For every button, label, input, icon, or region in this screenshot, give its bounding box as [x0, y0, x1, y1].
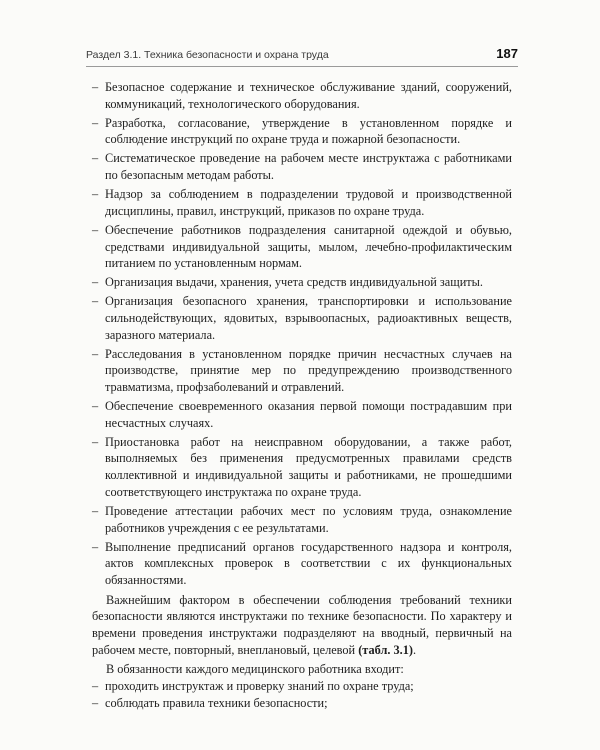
dash-marker: – — [92, 222, 99, 237]
dash-marker: – — [92, 695, 99, 710]
dash-marker: – — [92, 539, 99, 554]
body-text — [92, 79, 512, 712]
list-item — [92, 150, 512, 183]
list-item — [92, 186, 512, 219]
dash-marker: – — [92, 399, 99, 414]
paragraph-text: Важнейшим фактором в обеспечении соблюдения требований техники безопасности являются инструктажи по технике безопасности. По характеру и времени проведения инструктажи подразделяют на вводный, первичный на рабочем месте, повторный, внеплановый, целевой — [92, 592, 512, 657]
dash-marker: – — [92, 294, 99, 309]
running-header — [86, 48, 518, 67]
list-item — [92, 398, 512, 431]
list-item — [92, 434, 512, 501]
duties-list — [92, 678, 512, 711]
list-item — [92, 539, 512, 589]
table-reference: (табл. 3.1) — [358, 642, 413, 657]
list-item-text: Разработка, согласование, утверждение в установленном порядке и соблюдение инструкций по охране труда и пожарной безопасности. — [105, 115, 512, 147]
list-item — [92, 678, 512, 695]
list-item-text: Организация выдачи, хранения, учета средств индивидуальной защиты. — [105, 275, 483, 290]
list-item-text: Систематическое проведение на рабочем месте инструктажа с работниками по безопасным методам работы. — [105, 151, 512, 183]
list-item-text: Приостановка работ на неисправном оборудовании, а также работ, выполняемых без применения предусмотренных правилами средств коллективной и индивидуальной защиты и работниками, не прошедшими соответствующего инструктажа по охране труда. — [105, 434, 512, 499]
page-number: 187 — [496, 46, 518, 61]
dash-marker: – — [92, 80, 99, 94]
list-item-text: Надзор за соблюдением в подразделении трудовой и производственной дисциплины, правил, инструкций, приказов по охране труда. — [105, 187, 512, 218]
dash-marker: – — [92, 275, 99, 290]
list-item — [92, 293, 512, 343]
running-title: Раздел 3.1. Техника безопасности и охрана труда — [86, 49, 329, 61]
dash-marker: – — [92, 679, 99, 694]
list-item-text: Выполнение предписаний органов государственного надзора и контроля, актов комплексных проверок в соответствии с их функциональных обязанностями. — [105, 539, 512, 587]
dash-marker: – — [92, 503, 99, 518]
dash-marker: – — [92, 187, 99, 202]
list-item-text: Проведение аттестации рабочих мест по условиям труда, ознакомление работников учреждения с ее результатами. — [105, 503, 512, 535]
list-item-text: Организация безопасного хранения, транспортировки и использование сильнодействующих, ядовитых, взрывоопасных, радиоактивных веществ, заразного материала. — [105, 294, 512, 342]
duties-intro: В обязанности каждого медицинского работника входит: — [106, 662, 404, 677]
responsibilities-list — [92, 79, 512, 589]
list-item — [92, 695, 512, 712]
list-item — [92, 115, 512, 148]
list-item-text: Обеспечение работников подразделения санитарной одеждой и обувью, средствами индивидуальной защиты, мылом, лечебно-профилактическим питанием по установленным нормам. — [105, 222, 512, 271]
instruction-paragraph — [92, 592, 512, 659]
list-item-text: Расследования в установленном порядке причин несчастных случаев на производстве, принятие мер по предупреждению производственного травматизма, профзаболеваний и отравлений. — [105, 346, 512, 395]
dash-marker: – — [92, 151, 99, 166]
list-item — [92, 503, 512, 536]
list-item — [92, 222, 512, 272]
list-item-text: Безопасное содержание и техническое обслуживание зданий, сооружений, коммуникаций, технологического оборудования. — [105, 80, 512, 111]
list-item — [92, 346, 512, 396]
list-item — [92, 274, 512, 291]
list-item-text: проходить инструктаж и проверку знаний по охране труда; — [105, 679, 414, 694]
list-item — [92, 79, 512, 112]
dash-marker: – — [92, 434, 99, 449]
paragraph-end: . — [413, 642, 417, 657]
dash-marker: – — [92, 346, 99, 361]
list-item-text: соблюдать правила техники безопасности; — [105, 695, 328, 710]
list-item-text: Обеспечение своевременного оказания первой помощи пострадавшим при несчастных случаях. — [105, 399, 512, 430]
dash-marker: – — [92, 115, 99, 130]
